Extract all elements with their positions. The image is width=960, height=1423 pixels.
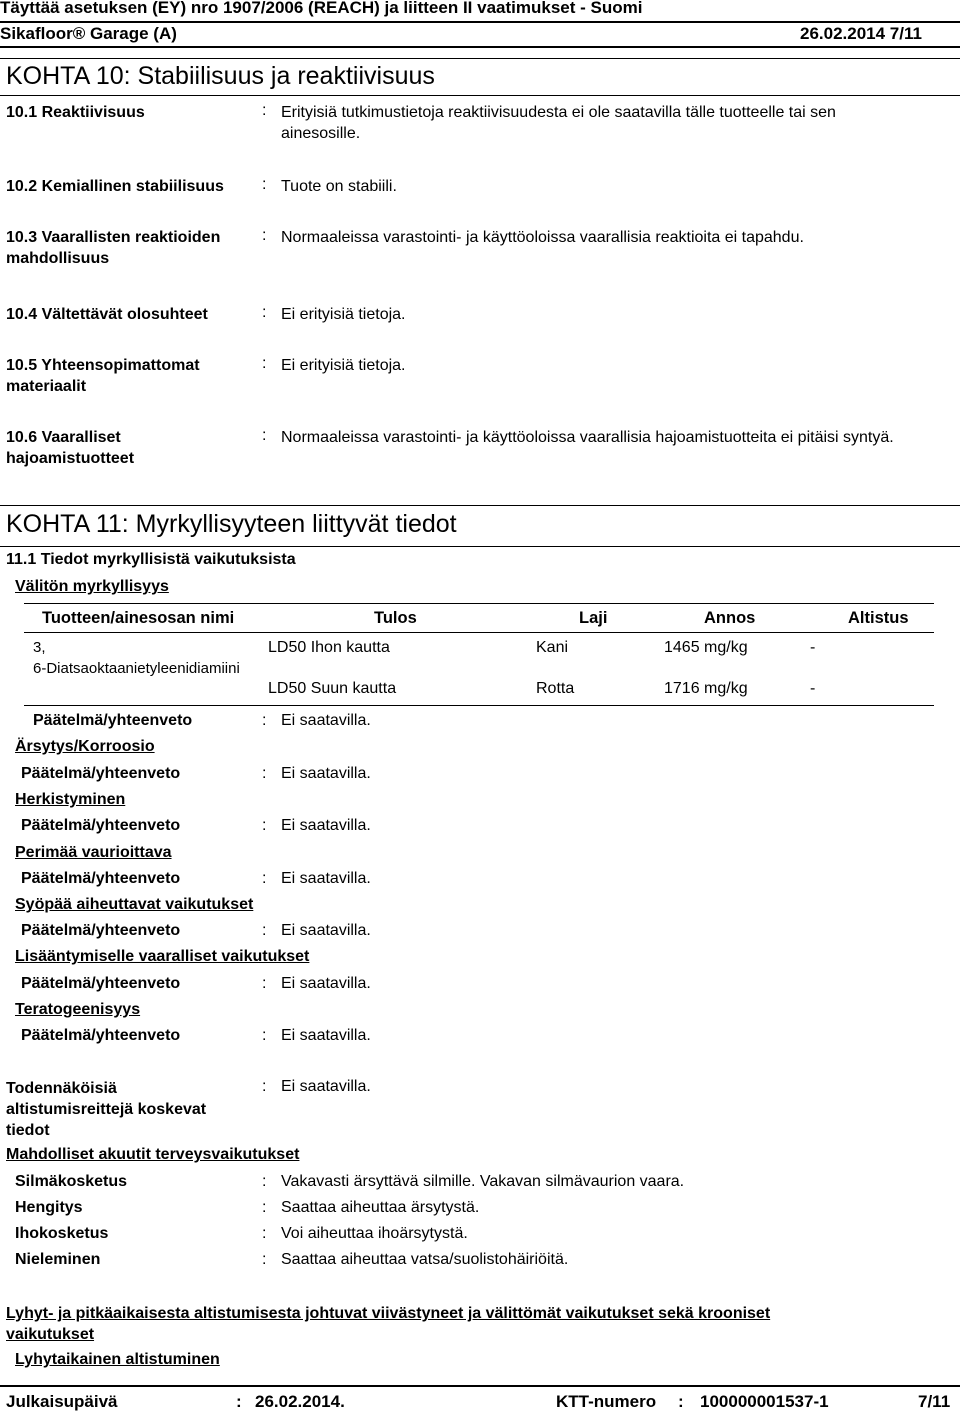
acute-toxicity-heading: Välitön myrkyllisyys bbox=[15, 578, 169, 595]
eye-contact-value: Vakavasti ärsyttävä silmille. Vakavan silmävaurion vaara. bbox=[281, 1173, 685, 1190]
incompatible-materials-label-line1: 10.5 Yhteensopimattomat bbox=[6, 357, 200, 374]
col-header-name: Tuotteen/ainesosan nimi bbox=[42, 609, 235, 627]
conclusion-value: Ei saatavilla. bbox=[281, 817, 371, 834]
colon: : bbox=[262, 355, 267, 372]
section10-title: KOHTA 10: Stabiilisuus ja reaktiivisuus bbox=[6, 62, 435, 90]
ktt-number-value: 100000001537-1 bbox=[700, 1392, 829, 1411]
inhalation-value: Saattaa aiheuttaa ärsytystä. bbox=[281, 1199, 480, 1216]
reactivity-label: 10.1 Reaktiivisuus bbox=[6, 104, 145, 121]
conclusion-value: Ei saatavilla. bbox=[281, 1027, 371, 1044]
decomposition-products-label-line2: hajoamistuotteet bbox=[6, 450, 135, 467]
colon: : bbox=[236, 1392, 242, 1411]
exposure-routes-value: Ei saatavilla. bbox=[281, 1078, 371, 1095]
conclusion-label: Päätelmä/yhteenveto bbox=[21, 870, 181, 887]
irritation-heading: Ärsytys/Korroosio bbox=[15, 738, 155, 755]
ingestion-label: Nieleminen bbox=[15, 1251, 101, 1268]
conditions-to-avoid-label: 10.4 Vältettävät olosuhteet bbox=[6, 306, 208, 323]
conclusion-label: Päätelmä/yhteenveto bbox=[21, 922, 181, 939]
exposure-cell: - bbox=[810, 680, 816, 697]
teratogenicity-heading: Teratogeenisyys bbox=[15, 1001, 141, 1018]
table-row bbox=[268, 639, 390, 657]
table-rule-bottom bbox=[24, 705, 934, 706]
colon: : bbox=[262, 975, 267, 992]
section11-rule-top bbox=[0, 505, 960, 506]
colon: : bbox=[262, 102, 267, 119]
section10-rule-top bbox=[0, 58, 960, 59]
conclusion-value: Ei saatavilla. bbox=[281, 712, 371, 729]
colon: : bbox=[262, 1199, 267, 1216]
conclusion-value: Ei saatavilla. bbox=[281, 870, 371, 887]
colon: : bbox=[262, 922, 267, 939]
colon: : bbox=[262, 870, 267, 887]
colon: : bbox=[262, 1173, 267, 1190]
section11-subtitle: 11.1 Tiedot myrkyllisistä vaikutuksista bbox=[6, 551, 296, 568]
section10-rule-bottom bbox=[0, 95, 960, 96]
inhalation-label: Hengitys bbox=[15, 1199, 83, 1216]
incompatible-materials-label bbox=[6, 355, 251, 397]
acute-effects-heading: Mahdolliset akuutit terveysvaikutukset bbox=[6, 1146, 300, 1163]
header-date-page: 26.02.2014 7/11 bbox=[800, 24, 922, 43]
colon: : bbox=[262, 427, 267, 444]
product-name: Sikafloor® Garage (A) bbox=[0, 24, 177, 43]
substance-name-line2: 6-Diatsaoktaanietyleenidiamiini bbox=[33, 660, 240, 677]
hazardous-reactions-label-line1: 10.3 Vaarallisten reaktioiden bbox=[6, 229, 221, 246]
publication-date-label: Julkaisupäivä bbox=[6, 1392, 118, 1411]
colon: : bbox=[262, 227, 267, 244]
reactivity-value-line2: ainesosille. bbox=[281, 125, 361, 142]
conclusion-label: Päätelmä/yhteenveto bbox=[33, 712, 193, 729]
conditions-to-avoid-value: Ei erityisiä tietoja. bbox=[281, 306, 406, 323]
col-header-dose: Annos bbox=[704, 609, 756, 627]
ktt-number-label: KTT-numero bbox=[556, 1392, 657, 1411]
exposure-routes-line3: tiedot bbox=[6, 1122, 50, 1139]
colon: : bbox=[262, 1251, 267, 1268]
stability-value: Tuote on stabiili. bbox=[281, 178, 397, 195]
header-divider bbox=[0, 21, 960, 23]
reactivity-value-line1: Erityisiä tutkimustietoja reaktiivisuudesta ei ole saatavilla tälle tuotteelle tai sen bbox=[281, 104, 836, 121]
delayed-effects-line1: Lyhyt- ja pitkäaikaisesta altistumisesta johtuvat viivästyneet ja välittömät vaikutukset sekä krooniset bbox=[6, 1305, 771, 1322]
exposure-routes-line2: altistumisreittejä koskevat bbox=[6, 1101, 207, 1118]
colon: : bbox=[262, 817, 267, 834]
conclusion-label: Päätelmä/yhteenveto bbox=[21, 975, 181, 992]
dose-cell: 1716 mg/kg bbox=[664, 680, 748, 697]
conclusion-label: Päätelmä/yhteenveto bbox=[21, 817, 181, 834]
hazardous-reactions-label-line2: mahdollisuus bbox=[6, 250, 110, 267]
table-row bbox=[268, 680, 396, 698]
colon: : bbox=[262, 1027, 267, 1044]
incompatible-materials-value: Ei erityisiä tietoja. bbox=[281, 357, 406, 374]
header-divider-2 bbox=[0, 46, 960, 48]
eye-contact-label: Silmäkosketus bbox=[15, 1173, 128, 1190]
conclusion-value: Ei saatavilla. bbox=[281, 922, 371, 939]
substance-name bbox=[33, 637, 240, 679]
ingestion-value: Saattaa aiheuttaa vatsa/suolistohäiriöitä. bbox=[281, 1251, 569, 1268]
colon: : bbox=[262, 1078, 267, 1095]
section11-rule-bottom bbox=[0, 546, 960, 547]
delayed-effects-heading bbox=[6, 1303, 906, 1345]
col-header-species: Laji bbox=[579, 609, 608, 627]
dose-cell: 1465 mg/kg bbox=[664, 639, 748, 656]
conclusion-value: Ei saatavilla. bbox=[281, 975, 371, 992]
species-cell: Kani bbox=[536, 639, 569, 656]
exposure-routes-label bbox=[6, 1078, 206, 1141]
hazardous-reactions-label bbox=[6, 227, 251, 269]
result-cell: LD50 Suun kautta bbox=[268, 680, 397, 697]
table-rule-header bbox=[24, 632, 934, 633]
conclusion-label: Päätelmä/yhteenveto bbox=[21, 765, 181, 782]
col-header-result: Tulos bbox=[374, 609, 417, 627]
skin-contact-value: Voi aiheuttaa ihoärsytystä. bbox=[281, 1225, 468, 1242]
incompatible-materials-label-line2: materiaalit bbox=[6, 378, 87, 395]
skin-contact-label: Ihokosketus bbox=[15, 1225, 109, 1242]
section11-title: KOHTA 11: Myrkyllisyyteen liittyvät tiedot bbox=[6, 510, 457, 538]
regulation-header: Täyttää asetuksen (EY) nro 1907/2006 (REACH) ja liitteen II vaatimukset - Suomi bbox=[0, 0, 643, 17]
delayed-effects-line2: vaikutukset bbox=[6, 1326, 95, 1343]
decomposition-products-label-line1: 10.6 Vaaralliset bbox=[6, 429, 121, 446]
reproductive-toxicity-heading: Lisääntymiselle vaaralliset vaikutukset bbox=[15, 948, 310, 965]
sensitization-heading: Herkistyminen bbox=[15, 791, 126, 808]
result-cell: LD50 Ihon kautta bbox=[268, 639, 390, 656]
substance-name-line1: 3, bbox=[33, 639, 46, 656]
colon: : bbox=[262, 765, 267, 782]
colon: : bbox=[678, 1392, 684, 1411]
stability-label: 10.2 Kemiallinen stabiilisuus bbox=[6, 178, 224, 195]
footer-page-number: 7/11 bbox=[918, 1392, 951, 1411]
col-header-exposure: Altistus bbox=[848, 609, 909, 627]
mutagenicity-heading: Perimää vaurioittava bbox=[15, 844, 172, 861]
exposure-cell: - bbox=[810, 639, 816, 656]
publication-date-value: 26.02.2014. bbox=[255, 1392, 345, 1411]
carcinogenicity-heading: Syöpää aiheuttavat vaikutukset bbox=[15, 896, 254, 913]
hazardous-reactions-value: Normaaleissa varastointi- ja käyttöoloissa vaarallisia reaktioita ei tapahdu. bbox=[281, 229, 804, 246]
colon: : bbox=[262, 712, 267, 729]
table-rule-top bbox=[24, 603, 934, 604]
decomposition-products-value: Normaaleissa varastointi- ja käyttöoloissa vaarallisia hajoamistuotteita ei pitäisi syntyä. bbox=[281, 429, 894, 446]
exposure-routes-line1: Todennäköisiä bbox=[6, 1080, 117, 1097]
conclusion-value: Ei saatavilla. bbox=[281, 765, 371, 782]
colon: : bbox=[262, 1225, 267, 1242]
short-term-exposure-heading: Lyhytaikainen altistuminen bbox=[15, 1351, 220, 1368]
decomposition-products-label bbox=[6, 427, 251, 469]
conclusion-label: Päätelmä/yhteenveto bbox=[21, 1027, 181, 1044]
footer-divider bbox=[0, 1385, 960, 1387]
reactivity-value bbox=[281, 102, 836, 144]
colon: : bbox=[262, 176, 267, 193]
species-cell: Rotta bbox=[536, 680, 575, 697]
colon: : bbox=[262, 304, 267, 321]
